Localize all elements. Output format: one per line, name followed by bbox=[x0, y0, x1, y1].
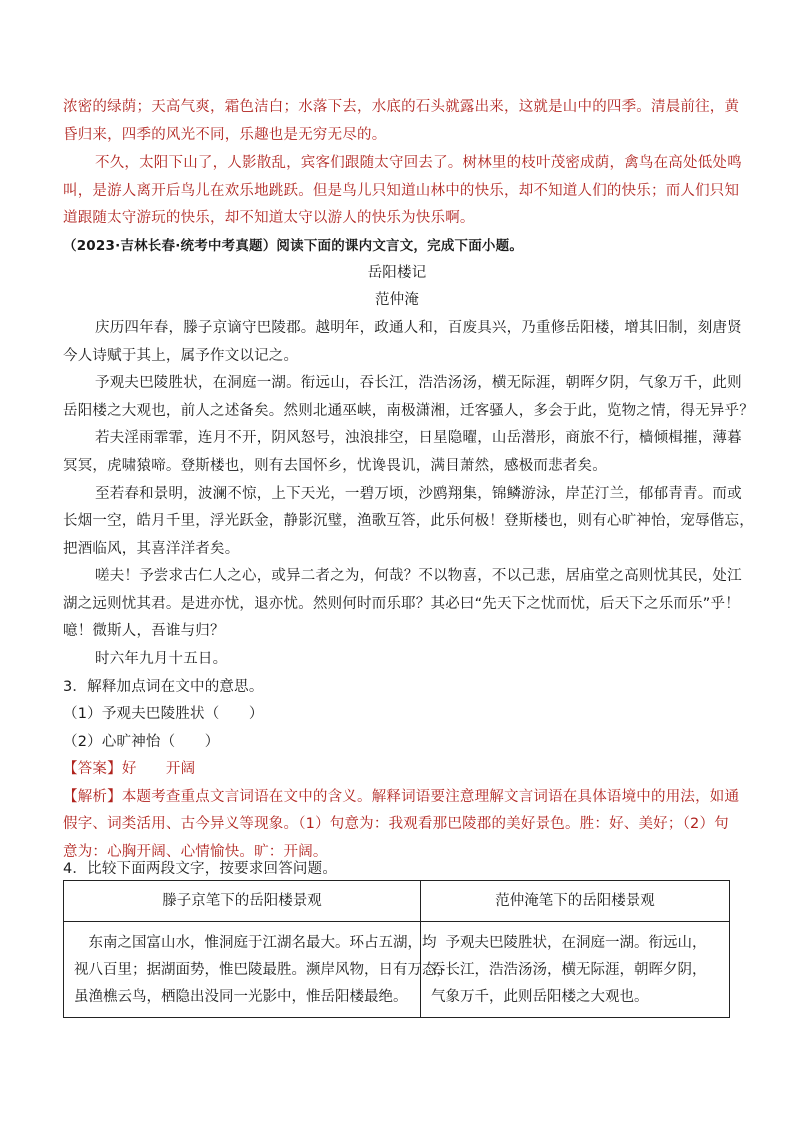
question-4-stem: 4．比较下面两段文字，按要求回答问题。 bbox=[63, 861, 338, 877]
table-cell-line: 予观夫巴陵胜状，在洞庭一湖。衔远山， bbox=[431, 935, 707, 951]
essay-author: 范仲淹 bbox=[374, 292, 420, 308]
question-3-item-2: （2）心旷神怡（ ） bbox=[63, 734, 220, 750]
table-header-right: 范仲淹笔下的岳阳楼景观 bbox=[421, 881, 730, 922]
table-cell-right bbox=[421, 922, 730, 1018]
essay-line: 嗟夫！予尝求古仁人之心，或异二者之为，何哉？不以物喜，不以己悲，居庙堂之高则忧其民，处江 bbox=[95, 568, 742, 584]
analysis-row bbox=[63, 787, 739, 807]
essay-line: 长烟一空，皓月千里，浮光跃金，静影沉璧，渔歌互答，此乐何极！登斯楼也，则有心旷神怡，宠辱偕忘， bbox=[63, 513, 754, 529]
essay-line: 若夫淫雨霏霏，连月不开，阴风怒号，浊浪排空，日星隐曜，山岳潜形，商旅不行，樯倾楫摧，薄暮 bbox=[95, 430, 742, 446]
essay-line: 岳阳楼之大观也，前人之述备矣。然则北通巫峡，南极潇湘，迁客骚人，多会于此，览物之情，得无异乎？ bbox=[63, 403, 754, 419]
translation-line: 浓密的绿荫；天高气爽，霜色洁白；水落下去，水底的石头就露出来，这就是山中的四季。清晨前往，黄 bbox=[63, 99, 740, 115]
table-cell-line: 虽渔樵云鸟，栖隐出没同一光影中，惟岳阳楼最绝。 bbox=[74, 989, 408, 1005]
question-3-stem: 3．解释加点词在文中的意思。 bbox=[63, 679, 264, 695]
essay-line: 今人诗赋于其上，属予作文以记之。 bbox=[63, 348, 299, 364]
table-header-left: 滕子京笔下的岳阳楼景观 bbox=[64, 881, 421, 922]
essay-line: 庆历四年春，滕子京谪守巴陵郡。越明年，政通人和，百废具兴，乃重修岳阳楼，增其旧制，刻唐贤 bbox=[95, 320, 742, 336]
essay-line: 冥冥，虎啸猿啼。登斯楼也，则有去国怀乡，忧谗畏讥，满目萧然，感极而悲者矣。 bbox=[63, 458, 607, 474]
answer-row bbox=[63, 759, 195, 779]
translation-line: 叫，是游人离开后鸟儿在欢乐地跳跃。但是鸟儿只知道山林中的快乐，却不知道人们的快乐；而人们只知 bbox=[63, 183, 740, 199]
translation-line: 不久，太阳下山了，人影散乱，宾客们跟随太守回去了。树林里的枝叶茂密成荫，禽鸟在高处低处鸣 bbox=[95, 155, 742, 171]
table-row bbox=[64, 922, 730, 1018]
analysis-label: 【解析】 bbox=[63, 789, 122, 805]
analysis-line: 假字、词类活用、古今异义等现象。（1）句意为：我观看那巴陵郡的美好景色。胜：好、美好；（2）句 bbox=[63, 816, 729, 832]
essay-line: 予观夫巴陵胜状，在洞庭一湖。衔远山，吞长江，浩浩汤汤，横无际涯，朝晖夕阴，气象万千，此则 bbox=[95, 375, 742, 391]
essay-line: 至若春和景明，波澜不惊，上下天光，一碧万顷，沙鸥翔集，锦鳞游泳，岸芷汀兰，郁郁青青。而或 bbox=[95, 486, 742, 502]
question-3-item-1: （1）予观夫巴陵胜状（ ） bbox=[63, 706, 264, 722]
comparison-table bbox=[63, 880, 730, 1018]
essay-line: 湖之远则忧其君。是进亦忧，退亦忧。然则何时而乐耶？其必曰“先天下之忧而忧，后天下之乐而乐”乎！ bbox=[63, 596, 740, 612]
table-cell-line: 气象万千，此则岳阳楼之大观也。 bbox=[431, 989, 649, 1005]
analysis-line: 意为：心胸开阔、心情愉快。旷：开阔。 bbox=[63, 844, 328, 860]
table-cell-line: 吞长江，浩浩汤汤，横无际涯，朝晖夕阴， bbox=[431, 962, 707, 978]
analysis-text: 本题考查重点文言词语在文中的含义。解释词语要注意理解文言词语在具体语境中的用法，如通 bbox=[121, 789, 740, 805]
answer-text: 好 开阔 bbox=[121, 761, 196, 777]
essay-date: 时六年九月十五日。 bbox=[95, 651, 228, 667]
table-header-row bbox=[64, 881, 730, 922]
essay-title: 岳阳楼记 bbox=[367, 265, 427, 281]
translation-line: 道跟随太守游玩的快乐，却不知道太守以游人的快乐为快乐啊。 bbox=[63, 210, 475, 226]
question-intro: （2023·吉林长春·统考中考真题）阅读下面的课内文言文，完成下面小题。 bbox=[63, 238, 524, 254]
table-cell-line: 东南之国富山水，惟洞庭于江湖名最大。环占五湖，均 bbox=[74, 935, 437, 951]
translation-line: 昏归来，四季的风光不同，乐趣也是无穷无尽的。 bbox=[63, 127, 387, 143]
answer-label: 【答案】 bbox=[63, 761, 122, 777]
essay-line: 把酒临风，其喜洋洋者矣。 bbox=[63, 541, 240, 557]
table-cell-line: 视八百里；据湖面势，惟巴陵最胜。濒岸风物，日有万态， bbox=[74, 962, 451, 978]
table-cell-left bbox=[64, 922, 451, 1018]
essay-line: 噫！微斯人，吾谁与归？ bbox=[63, 623, 225, 639]
